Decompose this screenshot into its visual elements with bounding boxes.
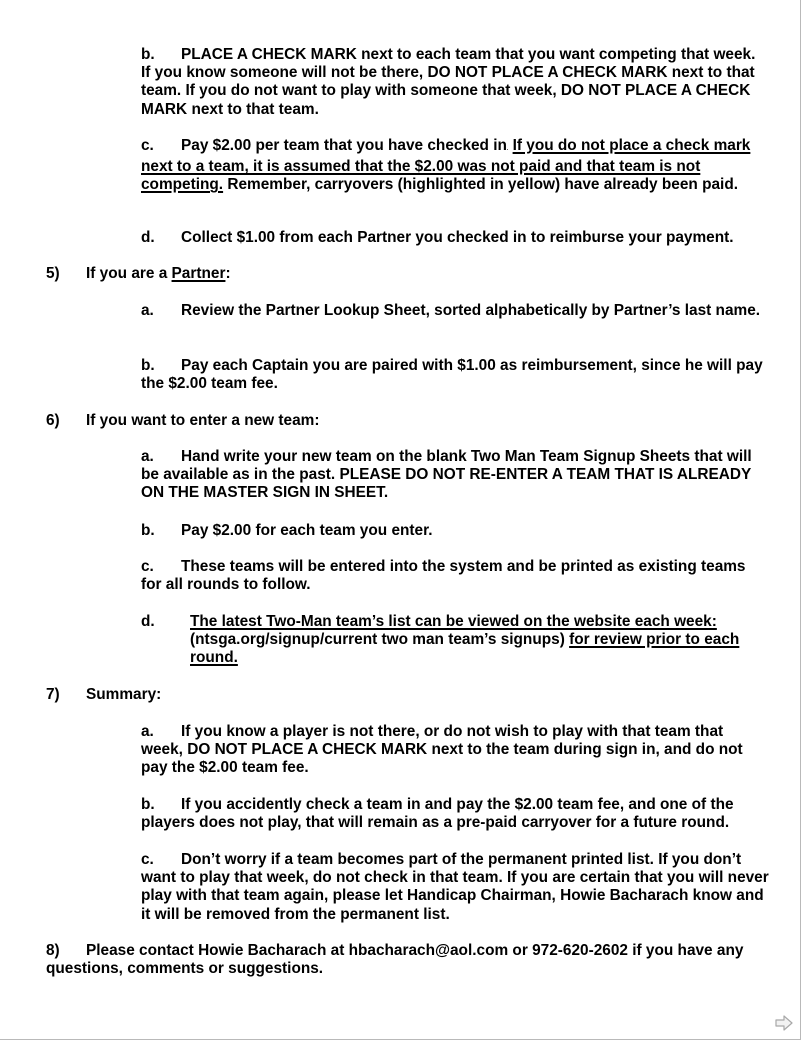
item-4d-text: Collect $1.00 from each Partner you checked in to reimburse your payment. [181, 229, 734, 246]
item-7b-text: If you accidently check a team in and pay the $2.00 team fee, and one of the players does not play, that will remain as a pre-paid carryover for a future round. [141, 796, 734, 832]
item-6a-label: a. [141, 448, 154, 465]
item-5-heading-underlined: Partner [171, 265, 226, 282]
item-5a [141, 302, 766, 320]
item-8-text: Please contact Howie Bacharach at hbacharach@aol.com or 972-620-2602 if you have any questions, comments or suggestions. [46, 942, 744, 978]
item-6a [141, 448, 766, 503]
item-4b-label: b. [141, 46, 155, 63]
item-6d-underlined-2: for review prior to each round. [190, 631, 740, 667]
item-7c-label: c. [141, 851, 154, 868]
item-6b [141, 522, 766, 540]
item-6c-label: c. [141, 558, 154, 575]
item-4c [141, 137, 766, 195]
item-4c-text: Pay $2.00 per team that you have checked in [181, 137, 507, 154]
item-7a [141, 723, 766, 778]
item-4c-tail: Remember, carryovers (highlighted in yellow) have already been paid. [227, 176, 739, 194]
item-4c-underlined: If you do not place a check mark next to a team, it is assumed that the $2.00 was not paid and that team is not competing. [141, 137, 751, 194]
item-6d-underlined-1: The latest Two-Man team’s list can be viewed on the website each week: [190, 613, 717, 630]
item-4b-text: PLACE A CHECK MARK next to each team that you want competing that week. If you know someone will not be there, DO NOT PLACE A CHECK MARK next to that team. If you do not want to play with someone that week, DO NOT PLACE A CHECK MARK next to that team. [141, 46, 756, 118]
item-8 [46, 942, 766, 978]
item-5b-text: Pay each Captain you are paired with $1.00 as reimbursement, since he will pay the $2.00 team fee. [141, 357, 763, 393]
item-4c-dot: . [506, 146, 509, 152]
item-5a-text: Review the Partner Lookup Sheet, sorted alphabetically by Partner’s last name. [181, 302, 761, 319]
item-6-heading [46, 412, 766, 430]
item-4d [141, 229, 766, 247]
item-7b-label: b. [141, 796, 155, 813]
item-6d-text: (ntsga.org/signup/current two man team’s signups) [190, 631, 565, 649]
item-5b-label: b. [141, 357, 155, 374]
item-7-heading [46, 686, 766, 704]
item-7a-text: If you know a player is not there, or do not wish to play with that team that week, DO NOT PLACE A CHECK MARK next to the team during sign in, and do not pay the $2.00 team fee. [141, 723, 743, 777]
item-5a-label: a. [141, 302, 154, 319]
item-8-number: 8) [46, 942, 60, 959]
item-5-heading-suffix: : [225, 265, 231, 282]
item-7-number: 7) [46, 686, 60, 703]
item-6d-body [190, 613, 760, 668]
item-6c-text: These teams will be entered into the system and be printed as existing teams for all rounds to follow. [141, 558, 746, 594]
item-4d-label: d. [141, 229, 155, 246]
item-4b [141, 46, 766, 119]
item-6d [141, 613, 766, 668]
item-6-number: 6) [46, 412, 60, 429]
next-page-arrow-svg [774, 1014, 794, 1032]
item-6c [141, 558, 766, 594]
item-6b-label: b. [141, 522, 155, 539]
item-7c-text: Don’t worry if a team becomes part of the permanent printed list. If you don’t want to play that week, do not check in that team. If you are certain that you will never play with that team again, please let Handicap Chairman, Howie Bacharach know and it will be removed from the permanent list. [141, 851, 769, 923]
item-7-heading-text: Summary: [86, 686, 162, 703]
item-5-heading [46, 265, 766, 283]
item-6-heading-text: If you want to enter a new team: [86, 412, 320, 429]
item-5-number: 5) [46, 265, 60, 282]
item-6b-text: Pay $2.00 for each team you enter. [181, 522, 433, 539]
item-7b [141, 796, 766, 832]
item-7a-label: a. [141, 723, 154, 740]
next-page-arrow-icon[interactable] [774, 1014, 794, 1032]
item-6a-text: Hand write your new team on the blank Two Man Team Signup Sheets that will be available as in the past. PLEASE DO NOT RE-ENTER A TEAM THAT IS ALREADY ON THE MASTER SIGN IN SHEET. [141, 448, 752, 502]
item-6d-label: d. [141, 613, 155, 630]
item-5-heading-prefix: If you are a [86, 265, 168, 282]
item-7c [141, 851, 771, 924]
item-4c-label: c. [141, 137, 154, 154]
item-5b [141, 357, 766, 393]
